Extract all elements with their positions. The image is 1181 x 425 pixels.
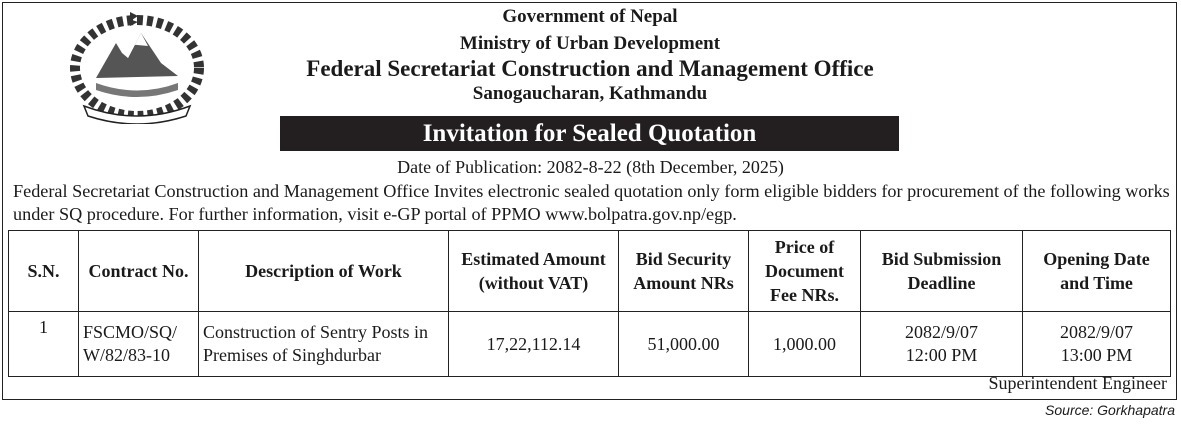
table-header-row xyxy=(9,231,1171,312)
col-submission-deadline: Bid Submission Deadline xyxy=(861,231,1023,312)
quotation-table xyxy=(8,230,1171,377)
cell-document-fee: 1,000.00 xyxy=(749,312,861,377)
col-description: Description of Work xyxy=(199,231,449,312)
opening-date: 2082/9/07 xyxy=(1059,322,1133,342)
col-opening-date: Opening Date and Time xyxy=(1023,231,1171,312)
office-name: Federal Secretariat Construction and Management Office xyxy=(306,56,874,81)
cell-estimated-amount: 17,22,112.14 xyxy=(449,312,619,377)
col-bid-security: Bid Security Amount NRs xyxy=(619,231,749,312)
office-address: Sanogaucharan, Kathmandu xyxy=(472,83,708,104)
govt-name: Government of Nepal xyxy=(502,6,678,27)
submission-date: 2082/9/07 xyxy=(904,322,978,342)
signatory: Superintendent Engineer xyxy=(988,373,1167,393)
nepal-emblem-icon xyxy=(66,8,208,124)
cell-contract-no: FSCMO/SQ/ W/82/83-10 xyxy=(79,312,199,377)
col-sn: S.N. xyxy=(9,231,79,312)
source-credit: Source: Gorkhapatra xyxy=(1045,402,1175,418)
cell-description: Construction of Sentry Posts in Premises of Singhdurbar xyxy=(199,312,449,377)
ministry-name: Ministry of Urban Development xyxy=(459,33,721,54)
cell-submission-deadline xyxy=(861,312,1023,377)
intro-paragraph: Federal Secretariat Construction and Management Office Invites electronic sealed quotation only form eligible bidders for procurement of the following works under SQ procedure. For further information, visit e-GP portal of PPMO www.bolpatra.gov.np/egp. xyxy=(13,181,1170,224)
col-estimated-amount: Estimated Amount (without VAT) xyxy=(449,231,619,312)
submission-time: 12:00 PM xyxy=(905,345,978,365)
cell-opening-date xyxy=(1023,312,1171,377)
opening-time: 13:00 PM xyxy=(1060,345,1133,365)
publication-date: Date of Publication: 2082-8-22 (8th December, 2025) xyxy=(397,157,784,177)
cell-bid-security: 51,000.00 xyxy=(619,312,749,377)
notice-title: Invitation for Sealed Quotation xyxy=(280,116,899,151)
cell-sn: 1 xyxy=(9,312,79,377)
table-row xyxy=(9,312,1171,377)
col-document-fee: Price of Document Fee NRs. xyxy=(749,231,861,312)
col-contract-no: Contract No. xyxy=(79,231,199,312)
